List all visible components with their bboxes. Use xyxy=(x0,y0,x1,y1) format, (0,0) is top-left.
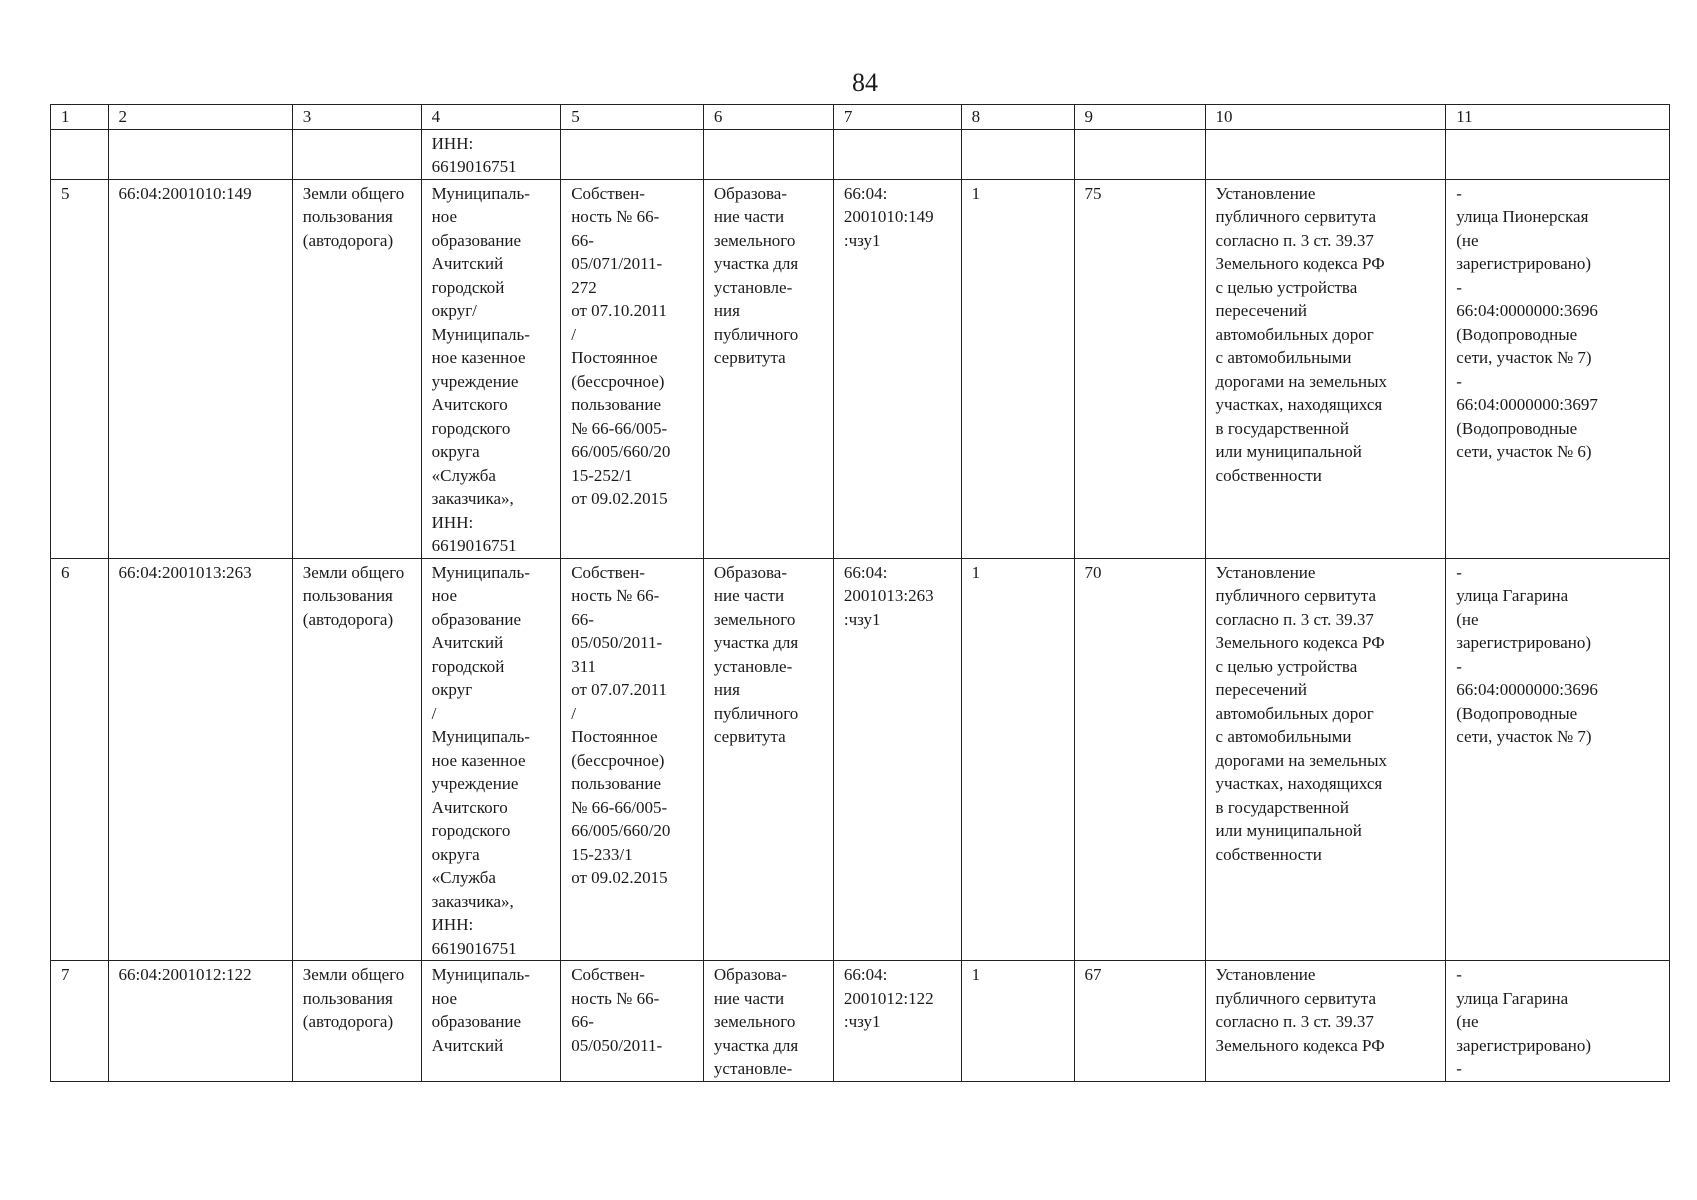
cell-line: сервитута xyxy=(713,348,786,367)
cell-line: пользования xyxy=(302,988,393,1008)
cell-line: 66:04:0000000:3696 xyxy=(1456,680,1598,699)
cell-line: городской xyxy=(431,656,505,676)
cell-line: Ачитского xyxy=(431,395,508,414)
cell-line: :чзу1 xyxy=(843,609,881,629)
cell-line: ное казенное xyxy=(431,750,526,770)
cell-line: Собствен- xyxy=(571,965,645,984)
cell-line: сети, участок № 7) xyxy=(1456,727,1592,746)
cell-line: публичного xyxy=(713,703,799,723)
cell-line: Образова- xyxy=(713,562,788,582)
cell-line: учреждение xyxy=(431,371,519,391)
cell-line: улица Гагарина xyxy=(1456,988,1569,1008)
cell-line: Земли общего xyxy=(302,562,405,582)
count-cell: 1 xyxy=(961,558,1074,961)
cell-line: сети, участок № 7) xyxy=(1456,348,1592,367)
cell-line: Образова- xyxy=(713,183,788,203)
cell-line: 66:04: xyxy=(843,562,888,582)
cell-line: 311 xyxy=(571,656,597,676)
cell-line: городского xyxy=(431,821,511,840)
cell-line: Земельного кодекса РФ xyxy=(1215,633,1385,652)
purpose-cell xyxy=(703,179,833,558)
land-category-cell xyxy=(292,558,421,961)
cell-line: от 07.07.2011 xyxy=(571,680,668,699)
cell-line: сети, участок № 6) xyxy=(1456,442,1592,461)
row-number-cell: 6 xyxy=(51,558,109,961)
cell-line: «Служба xyxy=(431,868,496,887)
cell-line: Муниципаль- xyxy=(431,562,530,582)
cell-line: от 09.02.2015 xyxy=(571,489,668,508)
empty-cell xyxy=(51,129,109,179)
cell-line: с автомобильными xyxy=(1215,348,1352,367)
empty-cell xyxy=(833,129,961,179)
count-cell: 1 xyxy=(961,961,1074,1082)
cell-line: 15-252/1 xyxy=(571,465,633,485)
cell-line: 6619016751 xyxy=(431,938,517,958)
cell-line: образование xyxy=(431,230,522,250)
right-cell xyxy=(561,961,704,1082)
cell-line: пересечений xyxy=(1215,680,1307,699)
cell-line: публичного xyxy=(713,324,799,344)
owner-cell xyxy=(421,179,561,558)
goal-cell xyxy=(1205,179,1446,558)
cell-line: согласно п. 3 ст. 39.37 xyxy=(1215,230,1374,250)
cell-line: зарегистрировано) xyxy=(1456,633,1592,652)
area-cell: 75 xyxy=(1074,179,1205,558)
cell-line: (не xyxy=(1456,609,1479,629)
empty-cell xyxy=(561,129,704,179)
cell-line: (бессрочное) xyxy=(571,750,665,770)
empty-cell xyxy=(703,129,833,179)
cell-line: участках, находящихся xyxy=(1215,774,1383,793)
cell-line: 66- xyxy=(571,1012,594,1031)
owner-cell xyxy=(421,129,561,179)
cell-line: с целью устройства xyxy=(1215,277,1358,297)
cell-line: согласно п. 3 ст. 39.37 xyxy=(1215,609,1374,629)
cell-line: ИНН: xyxy=(431,512,474,532)
continuation-row xyxy=(51,129,1670,179)
cell-line: Ачитский xyxy=(431,1035,504,1055)
cell-line: 272 xyxy=(571,277,597,297)
cell-line: собственности xyxy=(1215,465,1322,485)
cell-line: округ/ xyxy=(431,301,477,320)
goal-cell xyxy=(1205,558,1446,961)
cell-line: установле- xyxy=(713,1059,793,1078)
cell-line: от 07.10.2011 xyxy=(571,301,668,320)
cell-line: 66:04:0000000:3697 xyxy=(1456,395,1598,414)
cell-line: зарегистрировано) xyxy=(1456,1035,1592,1055)
cell-line: сервитута xyxy=(713,727,786,746)
objects-cell xyxy=(1446,179,1670,558)
cell-line: 6619016751 xyxy=(431,157,517,176)
cell-line: Установление xyxy=(1215,183,1316,203)
cell-line: пользование xyxy=(571,395,662,414)
cell-line: установле- xyxy=(713,277,793,297)
cell-line: 66/005/660/20 xyxy=(571,442,671,461)
cell-line: «Служба xyxy=(431,465,496,485)
cell-line: - xyxy=(1456,965,1462,984)
cell-line: / xyxy=(571,703,576,723)
cell-line: ния xyxy=(713,680,740,699)
cell-line: - xyxy=(1456,371,1462,391)
land-category-cell xyxy=(292,179,421,558)
area-cell: 67 xyxy=(1074,961,1205,1082)
cell-line: Ачитский xyxy=(431,254,504,273)
cell-line: участка для xyxy=(713,254,799,273)
cell-line: участка для xyxy=(713,633,799,652)
objects-cell xyxy=(1446,558,1670,961)
cell-line: образование xyxy=(431,609,522,629)
row-number-cell: 7 xyxy=(51,961,109,1082)
cell-line: 05/071/2011- xyxy=(571,254,663,273)
column-number-cell: 9 xyxy=(1074,105,1205,130)
cell-line: или муниципальной xyxy=(1215,821,1362,840)
cell-line: или муниципальной xyxy=(1215,442,1362,461)
cell-line: зарегистрировано) xyxy=(1456,254,1592,273)
cell-line: ное xyxy=(431,207,458,226)
column-number-cell: 5 xyxy=(561,105,704,130)
owner-cell xyxy=(421,961,561,1082)
cell-line: Земли общего xyxy=(302,965,405,984)
cell-line: ИНН: xyxy=(431,133,474,153)
table-row xyxy=(51,179,1670,558)
cell-line: пользования xyxy=(302,586,393,605)
part-id-cell xyxy=(833,179,961,558)
cell-line: в государственной xyxy=(1215,418,1349,438)
cell-line: Муниципаль- xyxy=(431,727,530,746)
cell-line: ИНН: xyxy=(431,915,474,934)
cell-line: (не xyxy=(1456,1012,1479,1031)
cell-line: - xyxy=(1456,1059,1462,1078)
cell-line: публичного сервитута xyxy=(1215,207,1376,226)
cell-line: земельного xyxy=(713,609,796,629)
cell-line: заказчика», xyxy=(431,891,514,911)
right-cell xyxy=(561,179,704,558)
cell-line: 66/005/660/20 xyxy=(571,821,671,840)
column-number-cell: 6 xyxy=(703,105,833,130)
cell-line: автомобильных дорог xyxy=(1215,324,1374,344)
empty-cell xyxy=(292,129,421,179)
cell-line: - xyxy=(1456,656,1462,676)
part-id-cell xyxy=(833,961,961,1082)
column-number-cell: 10 xyxy=(1205,105,1446,130)
objects-cell xyxy=(1446,961,1670,1082)
cell-line: 05/050/2011- xyxy=(571,633,663,652)
land-registry-table xyxy=(50,104,1670,1082)
cell-line: Земельного кодекса РФ xyxy=(1215,1035,1385,1055)
cell-line: Ачитского xyxy=(431,797,508,817)
cell-line: собственности xyxy=(1215,844,1322,864)
cell-line: (автодорога) xyxy=(302,230,394,250)
column-number-cell: 2 xyxy=(108,105,292,130)
right-cell xyxy=(561,558,704,961)
cell-line: дорогами на земельных xyxy=(1215,750,1388,770)
cell-line: ное казенное xyxy=(431,348,526,367)
cell-line: 66:04: xyxy=(843,965,888,984)
cadastral-number-cell: 66:04:2001013:263 xyxy=(108,558,292,961)
cell-line: публичного сервитута xyxy=(1215,586,1376,605)
empty-cell xyxy=(961,129,1074,179)
cell-line: городского xyxy=(431,418,511,438)
cell-line: 2001010:149 xyxy=(843,207,934,226)
cadastral-number-cell: 66:04:2001012:122 xyxy=(108,961,292,1082)
cell-line: (Водопроводные xyxy=(1456,703,1578,723)
cell-line: Муниципаль- xyxy=(431,324,530,344)
cell-line: № 66-66/005- xyxy=(571,797,668,817)
cell-line: (бессрочное) xyxy=(571,371,665,391)
cell-line: / xyxy=(431,703,437,723)
cell-line: Земельного кодекса РФ xyxy=(1215,254,1385,273)
cell-line: с автомобильными xyxy=(1215,727,1352,746)
cell-line: дорогами на земельных xyxy=(1215,371,1388,391)
cell-line: участках, находящихся xyxy=(1215,395,1383,414)
cell-line: Муниципаль- xyxy=(431,965,530,984)
cell-line: установле- xyxy=(713,656,793,676)
cell-line: пользование xyxy=(571,774,662,793)
table-row xyxy=(51,558,1670,961)
cell-line: публичного сервитута xyxy=(1215,988,1376,1008)
cell-line: улица Пионерская xyxy=(1456,207,1589,226)
table-row xyxy=(51,961,1670,1082)
cell-line: округ xyxy=(431,680,473,699)
column-number-cell: 11 xyxy=(1446,105,1670,130)
cell-line: - xyxy=(1456,277,1462,297)
cell-line: - xyxy=(1456,562,1462,582)
cell-line: ное xyxy=(431,988,458,1008)
area-cell: 70 xyxy=(1074,558,1205,961)
cell-line: Образова- xyxy=(713,965,788,984)
cell-line: 6619016751 xyxy=(431,536,517,555)
cell-line: с целью устройства xyxy=(1215,656,1358,676)
cell-line: ние части xyxy=(713,207,785,226)
cell-line: Постоянное xyxy=(571,727,658,746)
cell-line: ность № 66- xyxy=(571,207,660,226)
row-number-cell: 5 xyxy=(51,179,109,558)
cell-line: Установление xyxy=(1215,965,1316,984)
cell-line: округа xyxy=(431,442,480,461)
cell-line: 15-233/1 xyxy=(571,844,633,864)
cell-line: (Водопроводные xyxy=(1456,324,1578,344)
cell-line: ное xyxy=(431,586,458,605)
cell-line: от 09.02.2015 xyxy=(571,868,668,887)
cell-line: 66:04:0000000:3696 xyxy=(1456,301,1598,320)
column-number-row xyxy=(51,105,1670,130)
purpose-cell xyxy=(703,558,833,961)
cell-line: 66- xyxy=(571,230,594,250)
cell-line: - xyxy=(1456,183,1462,203)
cell-line: 66:04: xyxy=(843,183,888,203)
column-number-cell: 8 xyxy=(961,105,1074,130)
cell-line: автомобильных дорог xyxy=(1215,703,1374,723)
cell-line: 2001012:122 xyxy=(843,988,934,1008)
cell-line: согласно п. 3 ст. 39.37 xyxy=(1215,1012,1374,1031)
cell-line: :чзу1 xyxy=(843,1012,881,1031)
cell-line: (Водопроводные xyxy=(1456,418,1578,438)
cell-line: пользования xyxy=(302,207,393,226)
count-cell: 1 xyxy=(961,179,1074,558)
cell-line: Собствен- xyxy=(571,183,645,203)
cell-line: ность № 66- xyxy=(571,988,660,1008)
purpose-cell xyxy=(703,961,833,1082)
cell-line: 66- xyxy=(571,609,594,629)
cell-line: земельного xyxy=(713,230,796,250)
empty-cell xyxy=(108,129,292,179)
cell-line: :чзу1 xyxy=(843,230,881,250)
cell-line: Установление xyxy=(1215,562,1316,582)
column-number-cell: 3 xyxy=(292,105,421,130)
cell-line: земельного xyxy=(713,1012,796,1031)
cell-line: (не xyxy=(1456,230,1479,250)
cell-line: Земли общего xyxy=(302,183,405,203)
cell-line: заказчика», xyxy=(431,489,514,508)
goal-cell xyxy=(1205,961,1446,1082)
cell-line: учреждение xyxy=(431,774,519,793)
column-number-cell: 7 xyxy=(833,105,961,130)
cell-line: № 66-66/005- xyxy=(571,418,668,438)
cell-line: Постоянное xyxy=(571,348,658,367)
cell-line: участка для xyxy=(713,1035,799,1055)
empty-cell xyxy=(1446,129,1670,179)
cell-line: образование xyxy=(431,1012,522,1031)
cell-line: городской xyxy=(431,277,505,297)
land-category-cell xyxy=(292,961,421,1082)
column-number-cell: 4 xyxy=(421,105,561,130)
empty-cell xyxy=(1205,129,1446,179)
cell-line: / xyxy=(571,324,576,344)
part-id-cell xyxy=(833,558,961,961)
cell-line: пересечений xyxy=(1215,301,1307,320)
cell-line: Ачитский xyxy=(431,633,504,652)
cell-line: Муниципаль- xyxy=(431,183,530,203)
empty-cell xyxy=(1074,129,1205,179)
cell-line: ность № 66- xyxy=(571,586,660,605)
cell-line: (автодорога) xyxy=(302,1012,394,1031)
cell-line: ние части xyxy=(713,988,785,1008)
cell-line: 2001013:263 xyxy=(843,586,934,605)
cell-line: 05/050/2011- xyxy=(571,1035,663,1055)
cell-line: ние части xyxy=(713,586,785,605)
cell-line: ния xyxy=(713,301,740,320)
cell-line: Собствен- xyxy=(571,562,645,582)
page-number: 84 xyxy=(852,68,878,97)
cell-line: (автодорога) xyxy=(302,609,394,629)
cell-line: округа xyxy=(431,844,480,864)
column-number-cell: 1 xyxy=(51,105,109,130)
cell-line: в государственной xyxy=(1215,797,1349,817)
cadastral-number-cell: 66:04:2001010:149 xyxy=(108,179,292,558)
owner-cell xyxy=(421,558,561,961)
cell-line: улица Гагарина xyxy=(1456,586,1569,605)
